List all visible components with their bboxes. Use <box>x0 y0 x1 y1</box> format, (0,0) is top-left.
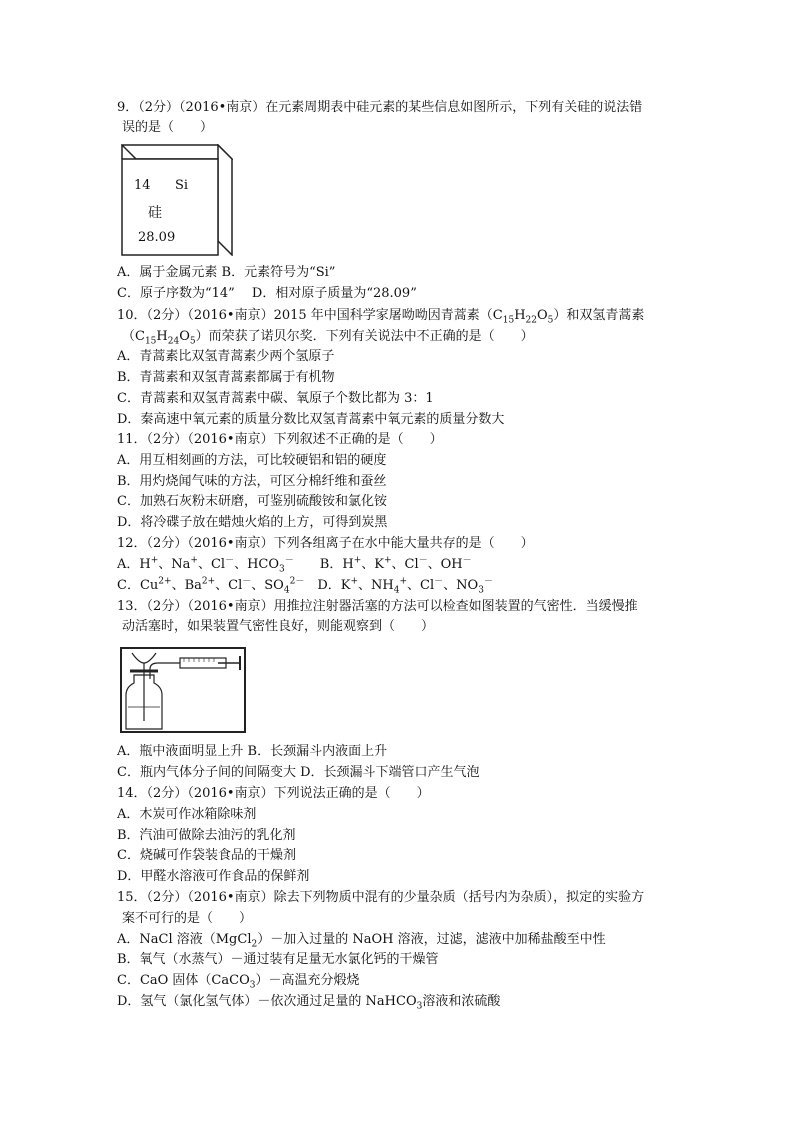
q11-option-b: B．用灼烧闻气味的方法，可区分棉纤维和蚕丝 <box>117 474 387 489</box>
q15-option-b: B．氧气（水蒸气）－通过装有足量无水氯化钙的干燥管 <box>117 952 439 967</box>
q15-option-c-post: ）－高温充分煅烧 <box>255 973 360 988</box>
q15-option-d-pre: D．氢气（氯化氢气体）－依次通过足量的 NaHCO <box>117 994 417 1009</box>
q13-option-c-d: C．瓶内气体分子间的间隔变大 D．长颈漏斗下端管口产生气泡 <box>117 765 480 780</box>
element-name: 硅 <box>148 205 162 221</box>
syringe-apparatus-figure <box>120 647 246 733</box>
q11-option-d: D．将冷碟子放在蜡烛火焰的上方，可得到炭黑 <box>117 515 388 530</box>
q15-option-d: D．氢气（氯化氢气体）－依次通过足量的 NaHCO$_3$溶液和浓硫酸 <box>117 994 501 1012</box>
q10-stem-line2: $(C_{15}H_{24}O_5)$而荣获了诺贝尔奖．下列有关说法中不正确的是（ ） <box>122 329 534 347</box>
element-symbol: Si <box>175 178 189 193</box>
q15-option-a-post: ）－加入过量的 NaOH 溶液，过滤，滤液中加稀盐酸至中性 <box>257 932 606 947</box>
q10-option-c: C．青蒿素和双氢青蒿素中碳、氧原子个数比都为 3：1 <box>117 391 434 406</box>
q10-stem-line1: 10．（2分）（2016•南京）2015 年中国科学家屠呦呦因青蒿素$(C_{15}H_{22}O_5)$和双氢青蒿素 <box>117 308 645 326</box>
q10-stem-line2-text: ）而荣获了诺贝尔奖．下列有关说法中不正确的是（ ） <box>195 329 534 344</box>
q9-option-c-d: C．原子序数为“14” D．相对原子质量为“28.09” <box>117 286 417 301</box>
q11-option-a: A．用互相刻画的方法，可比较硬铝和铝的硬度 <box>117 453 387 468</box>
q14-stem: 14．（2分）（2016•南京）下列说法正确的是（ ） <box>117 786 430 801</box>
q10-option-d: D．秦高速中氧元素的质量分数比双氢青蒿素中氧元素的质量分数大 <box>117 412 505 427</box>
q15-option-a-pre: A．NaCl 溶液（MgCl <box>117 932 252 947</box>
q15-option-c: C．CaO 固体（CaCO$_3$）－高温充分煅烧 <box>117 973 360 991</box>
q14-option-c: C．烧碱可作袋装食品的干燥剂 <box>117 848 296 863</box>
q9-stem-line1: 9．（2分）（2016•南京）在元素周期表中硅元素的某些信息如图所示，下列有关硅的说法错 <box>117 100 643 115</box>
q13-option-a-b: A．瓶中液面明显上升 B．长颈漏斗内液面上升 <box>117 744 388 759</box>
q9-option-a-b: A．属于金属元素 B．元素符号为“Si” <box>117 265 336 280</box>
q12-stem: 12．（2分）（2016•南京）下列各组离子在水中能大量共存的是（ ） <box>117 536 534 551</box>
periodic-table-cell-figure <box>121 144 233 256</box>
q10-option-b: B．青蒿素和双氢青蒿素都属于有机物 <box>117 370 335 385</box>
q15-stem-line1: 15．（2分）（2016•南京）除去下列物质中混有的少量杂质（括号内为杂质），拟定的实验方 <box>117 890 645 905</box>
q12-option-c-d: C．$Cu^{2+}$、$Ba^{2+}$、Cl－、$SO_4^{2-}$ D．K+、$NH_4^+$、Cl－、$NO_3^-$ <box>117 576 493 596</box>
q15-stem-line2: 案不可行的是（ ） <box>122 911 253 926</box>
q14-option-a: A．木炭可作冰箱除味剂 <box>117 807 257 822</box>
q10-stem-post: ）和双氢青蒿素 <box>553 308 645 323</box>
q13-stem-line2: 动活塞时，如果装置气密性良好，则能观察到（ ） <box>122 619 435 634</box>
q13-stem-line1: 13．（2分）（2016•南京）用推拉注射器活塞的方法可以检查如图装置的气密性．当缓慢推 <box>117 599 638 614</box>
atomic-number: 14 <box>134 178 151 193</box>
q15-option-c-pre: C．CaO 固体（CaCO <box>117 973 250 988</box>
q12-option-a-b: A．H+、Na+、Cl－、$HCO_3^-$ B．H+、K+、Cl－、OH－ <box>117 555 472 575</box>
q9-stem-line2: 误的是（ ） <box>122 120 214 135</box>
q15-option-a: A．NaCl 溶液（MgCl$_2$）－加入过量的 NaOH 溶液，过滤，滤液中加稀盐酸至中性 <box>117 932 606 950</box>
q11-option-c: C．加熟石灰粉末研磨，可鉴别硫酸铵和氯化铵 <box>117 494 387 509</box>
q15-option-d-post: 溶液和浓硫酸 <box>422 994 501 1009</box>
q14-option-d: D．甲醛水溶液可作食品的保鲜剂 <box>117 869 310 884</box>
syringe-apparatus-svg <box>122 649 244 731</box>
q14-option-b: B．汽油可做除去油污的乳化剂 <box>117 828 296 843</box>
q11-stem: 11．（2分）（2016•南京）下列叙述不正确的是（ ） <box>117 432 443 447</box>
q10-stem-pre: 10．（2分）（2016•南京）2015 年中国科学家屠呦呦因青蒿素（ <box>117 308 493 323</box>
q10-option-a: A．青蒿素比双氢青蒿素少两个氢原子 <box>117 349 335 364</box>
atomic-mass: 28.09 <box>138 230 176 245</box>
